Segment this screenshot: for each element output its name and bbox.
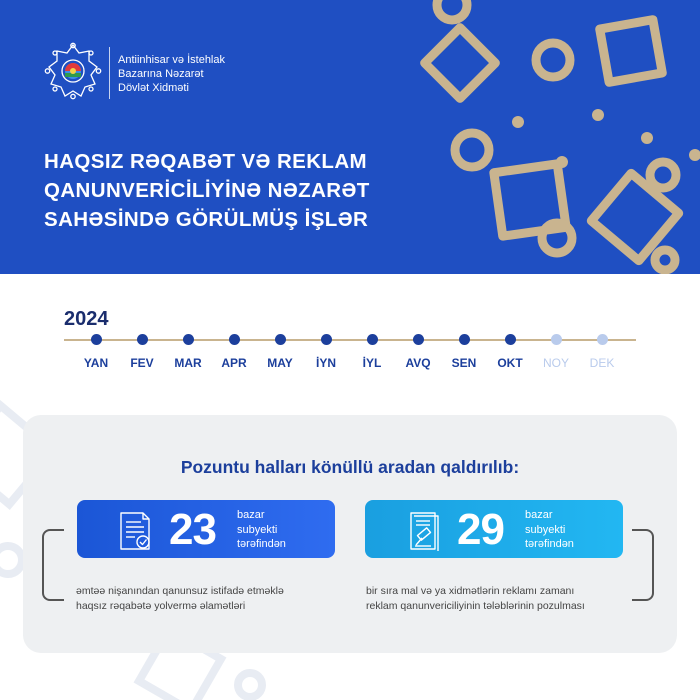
title-line: QANUNVERİCİLİYİNƏ NƏZARƏT <box>44 179 370 202</box>
org-name-line: Dövlət Xidməti <box>118 82 189 94</box>
timeline-dot <box>413 334 424 345</box>
timeline-dot <box>183 334 194 345</box>
timeline-month-label: APR <box>221 356 247 370</box>
timeline-dot <box>91 334 102 345</box>
stat-card-trademark <box>77 500 335 558</box>
bracket-right-top-tick <box>632 529 642 531</box>
agency-emblem-icon <box>44 42 102 100</box>
timeline-month-label: İYL <box>362 356 382 370</box>
panel-heading: Pozuntu halları könüllü aradan qaldırılıb: <box>180 457 520 477</box>
bracket-left <box>42 529 56 601</box>
description-advertising <box>366 584 585 614</box>
org-name-line: Bazarına Nəzarət <box>118 68 204 80</box>
stat-subtitle-line: tərəfindən <box>237 538 286 550</box>
timeline-month-label: İYN <box>315 356 336 370</box>
organization-name <box>118 53 225 95</box>
timeline-month-label: FEV <box>130 356 154 370</box>
timeline-dot <box>229 334 240 345</box>
timeline-month-label: SEN <box>451 356 477 370</box>
stat-number: 23 <box>169 505 216 554</box>
document-gavel-icon <box>405 509 445 553</box>
logo-divider <box>109 47 110 99</box>
timeline-month-label: YAN <box>83 356 109 370</box>
stat-subtitle <box>525 508 574 552</box>
org-name-line: Antiinhisar və İstehlak <box>118 54 225 66</box>
page-title <box>44 147 370 234</box>
description-line: reklam qanunvericiliyinin tələblərinin pozulması <box>366 600 585 612</box>
timeline-month-label: OKT <box>497 356 523 370</box>
bracket-left-bottom-tick <box>54 599 64 601</box>
timeline-month-label: AVQ <box>405 356 431 370</box>
bracket-right-bottom-tick <box>632 599 642 601</box>
stat-subtitle-line: subyekti <box>525 523 566 536</box>
document-check-icon <box>117 509 157 553</box>
timeline-dot <box>275 334 286 345</box>
bracket-right <box>640 529 654 601</box>
timeline-month-label: MAR <box>174 356 202 370</box>
timeline-dot <box>597 334 608 345</box>
header-banner <box>0 0 700 274</box>
stat-subtitle-line: bazar <box>237 509 265 521</box>
timeline-dot <box>137 334 148 345</box>
stat-subtitle-line: bazar <box>525 509 553 521</box>
timeline-dot <box>367 334 378 345</box>
stat-subtitle-line: subyekti <box>237 523 278 536</box>
timeline-dot <box>505 334 516 345</box>
stat-number: 29 <box>457 505 504 554</box>
timeline-year: 2024 <box>64 308 109 330</box>
timeline-dot <box>551 334 562 345</box>
stat-subtitle <box>237 508 286 552</box>
title-line: HAQSIZ RƏQABƏT VƏ REKLAM <box>44 150 368 173</box>
description-line: haqsız rəqabətə yolvermə əlamətləri <box>76 600 246 612</box>
timeline-month-label: DEK <box>589 356 615 370</box>
timeline-month-label: NOY <box>542 356 569 370</box>
description-line: əmtəə nişanından qanunsuz istifadə etməklə <box>76 585 284 597</box>
title-line: SAHƏSİNDƏ GÖRÜLMÜŞ İŞLƏR <box>44 208 369 231</box>
timeline-month-label: MAY <box>267 356 293 370</box>
timeline-dot <box>321 334 332 345</box>
description-trademark <box>76 584 284 614</box>
timeline-dot <box>459 334 470 345</box>
bracket-left-top-tick <box>54 529 64 531</box>
stat-card-advertising <box>365 500 623 558</box>
stat-subtitle-line: tərəfindən <box>525 538 574 550</box>
description-line: bir sıra mal və ya xidmətlərin reklamı zamanı <box>366 585 575 597</box>
